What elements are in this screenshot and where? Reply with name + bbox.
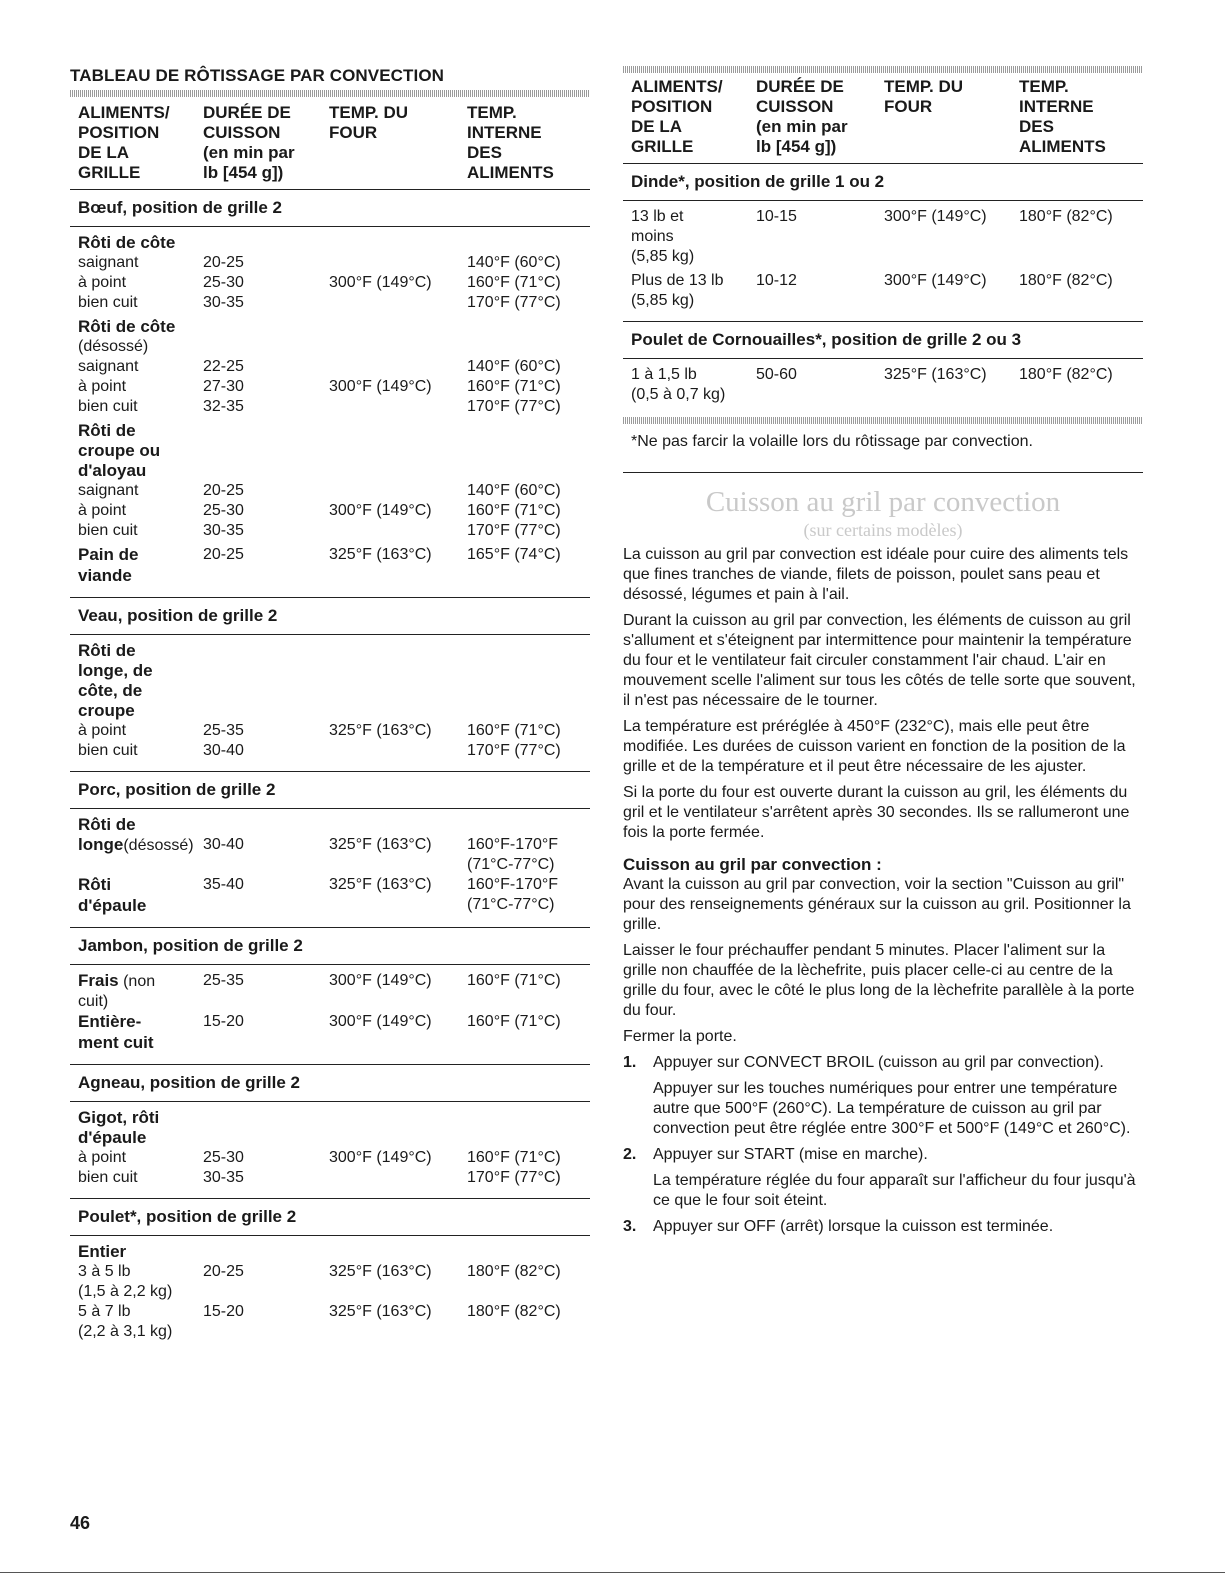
cell-internal-temp: 160°F (71°C)	[467, 1013, 561, 1030]
cell-food-bold: Pain de viande	[78, 545, 139, 585]
cell-time: 22-25	[203, 358, 244, 375]
cell-oven-temp	[329, 293, 467, 313]
cell-oven-temp: 325°F (163°C)	[329, 1263, 432, 1280]
section-heading: Porc, position de grille 2	[70, 772, 590, 809]
cell-oven-temp: 300°F (149°C)	[329, 274, 432, 291]
cell-time: 50-60	[756, 366, 797, 383]
cell-food-bold: longe	[78, 835, 124, 854]
cell-internal-temp: 170°F (77°C)	[467, 1169, 561, 1186]
table-row	[78, 1302, 590, 1342]
header-time: DURÉE DE CUISSON (en min par lb [454 g])	[756, 77, 848, 156]
section-body	[70, 1236, 590, 1352]
cell-food	[78, 971, 203, 1012]
cell-internal-temp: 170°F (77°C)	[467, 294, 561, 311]
section-heading: Poulet*, position de grille 2	[70, 1199, 590, 1236]
cell-food-bold: Rôti d'épaule	[78, 875, 147, 915]
cell-internal-temp: 180°F (82°C)	[1019, 208, 1113, 225]
food-name: Rôti de croupe ou d'aloyau	[78, 421, 161, 480]
cell-food: à point	[78, 378, 127, 395]
food-group	[78, 1242, 590, 1342]
section-subtitle: (sur certains modèles)	[803, 520, 963, 540]
step-text	[653, 1217, 1053, 1237]
table-row	[78, 875, 590, 917]
cell-oven-temp: 300°F (149°C)	[884, 272, 987, 289]
step-line: Appuyer sur les touches numériques pour entrer une température autre que 500°F (260°C). La température de cuisson au gril par convection peut être réglée entre 300°F et 500°F (149°C et 260°C).	[653, 1080, 1131, 1137]
food-name: Gigot, rôti d'épaule	[78, 1108, 160, 1147]
cell-internal-temp: 170°F (77°C)	[467, 742, 561, 759]
cell-time: 30-35	[203, 1169, 244, 1186]
cell-internal-temp: 160°F-170°F (71°C-77°C)	[467, 836, 559, 873]
cell-internal-temp: 160°F (71°C)	[467, 972, 561, 989]
table-row	[78, 397, 590, 417]
paragraph: La température est préréglée à 450°F (232°C), mais elle peut être modifiée. Les durées de cuisson varient en fonction de la position de la grille et de la température et il peut être nécessaire de les ajuster.	[623, 718, 1126, 775]
cell-food: bien cuit	[78, 1169, 138, 1186]
table-header	[623, 73, 1143, 163]
step-number: 3.	[623, 1218, 637, 1235]
table-row	[78, 835, 590, 875]
paragraph: La cuisson au gril par convection est idéale pour cuire des aliments tels que fines tranches de viande, filets de poisson, poulet sans peau et désossé, légumes et pain à l'ail.	[623, 546, 1129, 603]
table-row	[78, 521, 590, 541]
cell-food: à point	[78, 1149, 127, 1166]
cell-internal-temp: 170°F (77°C)	[467, 398, 561, 415]
steps-list	[623, 1053, 1143, 1237]
cell-food-note: (désossé)	[123, 837, 194, 854]
cell-oven-temp: 300°F (149°C)	[329, 502, 432, 519]
dither-rule	[70, 90, 590, 97]
table-row	[78, 357, 590, 377]
table-row	[78, 721, 590, 741]
section-body	[70, 965, 590, 1064]
food-group	[78, 641, 590, 761]
subheading: Cuisson au gril par convection :	[623, 855, 882, 874]
cell-oven-temp	[329, 481, 467, 501]
step-line: Appuyer sur OFF (arrêt) lorsque la cuisson est terminée.	[653, 1218, 1054, 1235]
cell-internal-temp: 160°F (71°C)	[467, 378, 561, 395]
step-text	[653, 1053, 1143, 1139]
cell-internal-temp: 180°F (82°C)	[1019, 366, 1113, 383]
table-header	[70, 97, 590, 189]
cell-food-note: (non cuit)	[78, 973, 156, 1010]
cell-internal-temp: 180°F (82°C)	[467, 1263, 561, 1280]
cell-food: saignant	[78, 482, 139, 499]
section-heading: Dinde*, position de grille 1 ou 2	[623, 164, 1143, 201]
cell-oven-temp	[329, 1168, 467, 1188]
header-food: ALIMENTS/ POSITION DE LA GRILLE	[631, 77, 723, 156]
cell-oven-temp: 300°F (149°C)	[329, 378, 432, 395]
section-body	[70, 1102, 590, 1198]
step-number: 2.	[623, 1146, 637, 1163]
cell-time: 27-30	[203, 378, 244, 395]
cell-food: saignant	[78, 254, 139, 271]
section-body	[70, 227, 590, 597]
table-row	[78, 481, 590, 501]
step-text	[653, 1145, 1143, 1211]
food-name: Rôti de	[78, 815, 136, 834]
section-heading: Poulet de Cornouailles*, position de grille 2 ou 3	[623, 322, 1143, 359]
food-group	[78, 233, 590, 313]
section-body	[70, 809, 590, 927]
cell-oven-temp: 300°F (149°C)	[884, 208, 987, 225]
cell-food: saignant	[78, 358, 139, 375]
bottom-rule	[0, 1572, 1225, 1573]
right-table-body	[623, 164, 1143, 415]
table-row	[78, 1262, 590, 1302]
page-number: 46	[70, 1513, 91, 1533]
table-title: TABLEAU DE RÔTISSAGE PAR CONVECTION	[70, 66, 445, 85]
cell-time: 25-30	[203, 274, 244, 291]
cell-oven-temp	[329, 397, 467, 417]
step-number: 1.	[623, 1054, 637, 1071]
food-name: Rôti de côte	[78, 317, 176, 336]
cell-food: bien cuit	[78, 294, 138, 311]
table-row	[78, 545, 590, 587]
section-body	[70, 635, 590, 771]
step-item	[623, 1217, 1143, 1237]
section-heading: Veau, position de grille 2	[70, 598, 590, 635]
cell-oven-temp: 300°F (149°C)	[329, 1013, 432, 1030]
cell-oven-temp: 325°F (163°C)	[329, 836, 432, 853]
section-body	[623, 359, 1143, 415]
cell-time: 20-25	[203, 1263, 244, 1280]
cell-internal-temp: 180°F (82°C)	[467, 1303, 561, 1320]
table-row	[78, 273, 590, 293]
table-row	[78, 253, 590, 273]
step-line: Appuyer sur CONVECT BROIL (cuisson au gril par convection).	[653, 1054, 1104, 1071]
cell-time: 30-35	[203, 294, 244, 311]
footnote: *Ne pas farcir la volaille lors du rôtissage par convection.	[631, 433, 1033, 450]
header-food: ALIMENTS/ POSITION DE LA GRILLE	[78, 103, 170, 182]
cell-time: 25-35	[203, 972, 244, 989]
cell-time: 10-12	[756, 272, 797, 289]
paragraph: Laisser le four préchauffer pendant 5 minutes. Placer l'aliment sur la grille non chauffée de la lèchefrite, puis placer celle-ci au centre de la grille du four, avec le côté le plus long de la lèchefrite parallèle à la porte du four.	[623, 942, 1135, 1019]
section-title: Cuisson au gril par convection	[705, 486, 1061, 518]
cell-time: 15-20	[203, 1303, 244, 1320]
cell-food: bien cuit	[78, 522, 138, 539]
cell-food: bien cuit	[78, 398, 138, 415]
cell-oven-temp	[329, 741, 467, 761]
food-group	[78, 815, 590, 917]
table-row	[78, 501, 590, 521]
food-group	[78, 545, 590, 587]
cell-food: 13 lb et moins (5,85 kg)	[631, 208, 695, 265]
cell-oven-temp: 325°F (163°C)	[329, 1303, 432, 1320]
section-heading: Jambon, position de grille 2	[70, 928, 590, 965]
section-body	[623, 201, 1143, 321]
table-row	[631, 207, 1143, 267]
cell-internal-temp: 140°F (60°C)	[467, 482, 561, 499]
cell-food: à point	[78, 502, 127, 519]
food-name: Rôti de côte	[78, 233, 176, 252]
food-group	[78, 317, 590, 417]
paragraph: Durant la cuisson au gril par convection, les éléments de cuisson au gril s'allument et s'éteignent par intermittence pour maintenir la température du four et le ventilateur fait circuler constamment l'air chaud. L'air en mouvement scelle l'aliment sur tous les côtés de telle sorte que souvent, il n'est pas nécessaire de le tourner.	[623, 612, 1136, 709]
cell-oven-temp	[329, 253, 467, 273]
table-row	[78, 971, 590, 1012]
cell-time: 20-25	[203, 482, 244, 499]
cell-internal-temp: 160°F (71°C)	[467, 274, 561, 291]
cell-internal-temp: 165°F (74°C)	[467, 546, 561, 563]
cell-time: 25-30	[203, 1149, 244, 1166]
cell-time: 32-35	[203, 398, 244, 415]
table-row	[78, 741, 590, 761]
cell-oven-temp	[329, 521, 467, 541]
cell-food: à point	[78, 722, 127, 739]
table-row	[78, 1012, 590, 1054]
section-heading: Agneau, position de grille 2	[70, 1065, 590, 1102]
cell-time: 30-40	[203, 742, 244, 759]
cell-food: bien cuit	[78, 742, 138, 759]
cell-time: 20-25	[203, 254, 244, 271]
cell-time: 25-35	[203, 722, 244, 739]
cell-food-bold: Entière- ment cuit	[78, 1012, 154, 1052]
table-row	[78, 377, 590, 397]
step-line: La température réglée du four apparaît sur l'afficheur du four jusqu'à ce que le four soit éteint.	[653, 1172, 1136, 1209]
cell-time: 25-30	[203, 502, 244, 519]
paragraph: Avant la cuisson au gril par convection, voir la section "Cuisson au gril" pour des renseignements généraux sur la cuisson au gril. Positionner la grille.	[623, 876, 1131, 933]
table-row	[631, 365, 1143, 405]
cell-oven-temp: 325°F (163°C)	[329, 722, 432, 739]
cell-time: 10-15	[756, 208, 797, 225]
cell-time: 30-40	[203, 836, 244, 853]
cell-food	[78, 545, 203, 587]
cell-oven-temp: 325°F (163°C)	[329, 876, 432, 893]
step-item	[623, 1053, 1143, 1139]
food-note: (désossé)	[78, 338, 149, 355]
dither-rule	[623, 66, 1143, 73]
cell-time: 20-25	[203, 546, 244, 563]
cell-time: 30-35	[203, 522, 244, 539]
step-line: Appuyer sur START (mise en marche).	[653, 1146, 928, 1163]
header-internal-temp: TEMP. INTERNE DES ALIMENTS	[1019, 77, 1106, 156]
cell-oven-temp: 300°F (149°C)	[329, 972, 432, 989]
cell-internal-temp: 180°F (82°C)	[1019, 272, 1113, 289]
header-oven-temp: TEMP. DU FOUR	[884, 77, 964, 116]
cell-internal-temp: 170°F (77°C)	[467, 522, 561, 539]
cell-oven-temp: 325°F (163°C)	[884, 366, 987, 383]
header-time: DURÉE DE CUISSON (en min par lb [454 g])	[203, 103, 295, 182]
cell-internal-temp: 160°F-170°F (71°C-77°C)	[467, 876, 559, 913]
dither-rule	[623, 417, 1143, 424]
paragraph: Fermer la porte.	[623, 1028, 737, 1045]
table-row	[78, 293, 590, 313]
cell-food	[78, 1012, 203, 1054]
cell-food	[78, 875, 203, 917]
left-table-body	[70, 190, 590, 1352]
food-name: Entier	[78, 1242, 127, 1261]
cell-internal-temp: 160°F (71°C)	[467, 722, 561, 739]
cell-internal-temp: 160°F (71°C)	[467, 1149, 561, 1166]
cell-food: Plus de 13 lb (5,85 kg)	[631, 272, 724, 309]
header-oven-temp: TEMP. DU FOUR	[329, 103, 409, 142]
cell-food-bold: Frais	[78, 971, 119, 990]
header-internal-temp: TEMP. INTERNE DES ALIMENTS	[467, 103, 554, 182]
food-group	[78, 971, 590, 1054]
cell-time: 35-40	[203, 876, 244, 893]
cell-food: 1 à 1,5 lb (0,5 à 0,7 kg)	[631, 366, 726, 403]
food-name: Rôti de longe, de côte, de croupe	[78, 641, 153, 720]
cell-food	[78, 835, 203, 875]
left-column	[70, 66, 590, 1352]
table-row	[78, 1168, 590, 1188]
table-row	[631, 271, 1143, 311]
step-item	[623, 1145, 1143, 1211]
cell-internal-temp: 160°F (71°C)	[467, 502, 561, 519]
section-heading: Bœuf, position de grille 2	[70, 190, 590, 227]
cell-oven-temp	[329, 357, 467, 377]
cell-time: 15-20	[203, 1013, 244, 1030]
cell-oven-temp: 300°F (149°C)	[329, 1149, 432, 1166]
food-group	[78, 1108, 590, 1188]
cell-food: 5 à 7 lb (2,2 à 3,1 kg)	[78, 1303, 173, 1340]
cell-oven-temp: 325°F (163°C)	[329, 546, 432, 563]
cell-internal-temp: 140°F (60°C)	[467, 254, 561, 271]
section-divider	[623, 472, 1143, 473]
cell-food: à point	[78, 274, 127, 291]
right-column	[623, 66, 1143, 1243]
cell-internal-temp: 140°F (60°C)	[467, 358, 561, 375]
table-row	[78, 1148, 590, 1168]
paragraph: Si la porte du four est ouverte durant la cuisson au gril, les éléments du gril et le ventilateur s'arrêtent après 30 secondes. Ils se rallumeront une fois la porte fermée.	[623, 784, 1130, 841]
cell-food: 3 à 5 lb (1,5 à 2,2 kg)	[78, 1263, 173, 1300]
food-group	[78, 421, 590, 541]
